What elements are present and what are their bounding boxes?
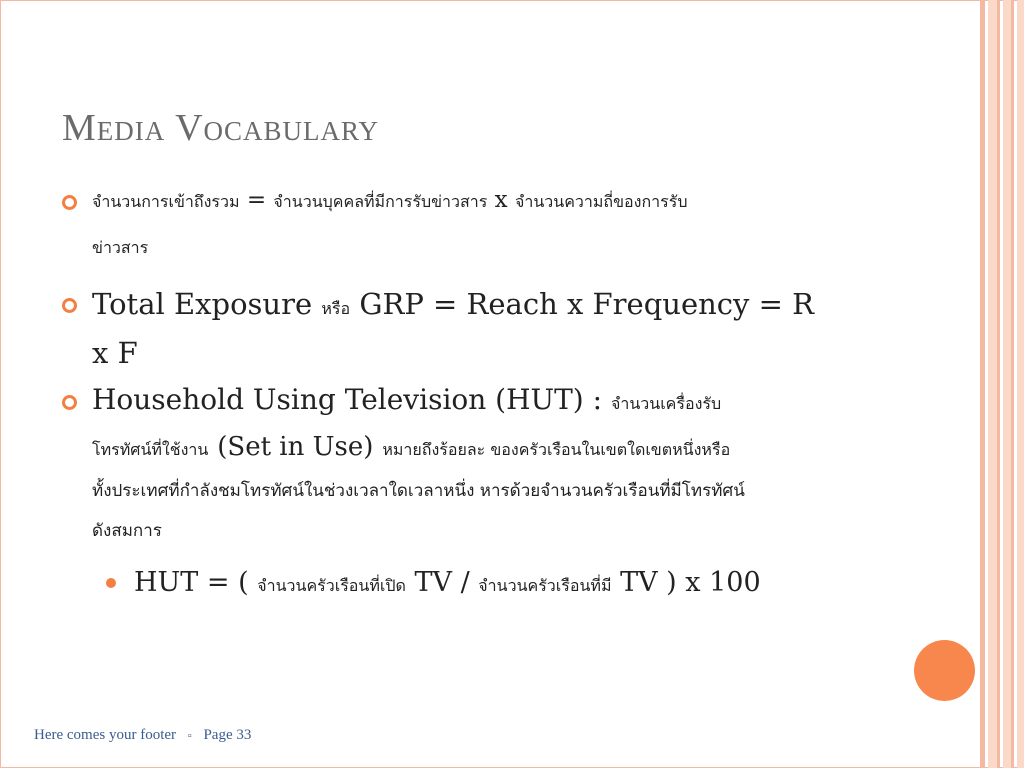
bullet-dot-icon bbox=[106, 578, 116, 588]
bullet-text: ข่าวสาร bbox=[92, 238, 149, 257]
bullet-text: จำนวนการเข้าถึงรวม bbox=[92, 192, 240, 211]
bullet-ring-icon bbox=[62, 298, 77, 313]
formula-text: จำนวนครัวเรือนที่มี bbox=[478, 576, 612, 595]
bullet-text: หมายถึงร้อยละ ของครัวเรือนในเขตใดเขตหนึ่งหรือ bbox=[382, 440, 731, 459]
decor-stripe bbox=[1011, 0, 1014, 768]
bullet-text: (Set in Use) bbox=[217, 432, 374, 462]
bullet-text: Total Exposure bbox=[92, 287, 313, 321]
page-number: Page 33 bbox=[203, 727, 252, 743]
decor-stripe bbox=[1017, 0, 1024, 768]
bullet-hut bbox=[62, 379, 892, 551]
footer-text: Here comes your footer bbox=[34, 727, 177, 743]
formula-text: TV ) x 100 bbox=[620, 567, 761, 598]
decor-stripe bbox=[1003, 0, 1011, 768]
footer-separator-icon: ▫ bbox=[187, 730, 192, 742]
formula-text: HUT = ( bbox=[134, 567, 249, 598]
bullet-text: Household Using Television (HUT) : bbox=[92, 383, 603, 416]
slide-footer bbox=[34, 727, 251, 744]
decor-stripe bbox=[980, 0, 985, 768]
bullet-text: ดังสมการ bbox=[92, 521, 162, 541]
bullet-text: GRP = Reach x Frequency = R bbox=[359, 287, 814, 321]
sub-bullet-hut-formula bbox=[62, 563, 892, 606]
decor-circle bbox=[914, 640, 975, 701]
formula-text: จำนวนครัวเรือนที่เปิด bbox=[257, 576, 406, 595]
decor-stripe bbox=[997, 0, 1000, 768]
equals-sign: = bbox=[246, 187, 267, 213]
bullet-text: จำนวนความถี่ของการรับ bbox=[514, 192, 688, 211]
bullet-text: โทรทัศน์ที่ใช้งาน bbox=[92, 440, 209, 459]
multiply-sign: x bbox=[494, 187, 508, 213]
bullet-text: x F bbox=[92, 336, 138, 370]
slide-title: Media Vocabulary bbox=[62, 107, 380, 149]
bullet-text: จำนวนบุคคลที่มีการรับข่าวสาร bbox=[273, 192, 488, 211]
slide-content bbox=[62, 178, 892, 606]
bullet-text: จำนวนเครื่องรับ bbox=[610, 394, 722, 413]
bullet-total-exposure bbox=[62, 282, 892, 375]
bullet-text: หรือ bbox=[321, 299, 351, 318]
formula-text: TV / bbox=[414, 567, 470, 598]
bullet-reach bbox=[62, 178, 892, 270]
bullet-ring-icon bbox=[62, 395, 77, 410]
bullet-ring-icon bbox=[62, 195, 77, 210]
bullet-text: ทั้งประเทศที่กำลังชมโทรทัศน์ในช่วงเวลาใดเวลาหนึ่ง หารด้วยจำนวนครัวเรือนที่มีโทรทัศน์ bbox=[92, 481, 745, 501]
decor-stripe bbox=[988, 0, 997, 768]
